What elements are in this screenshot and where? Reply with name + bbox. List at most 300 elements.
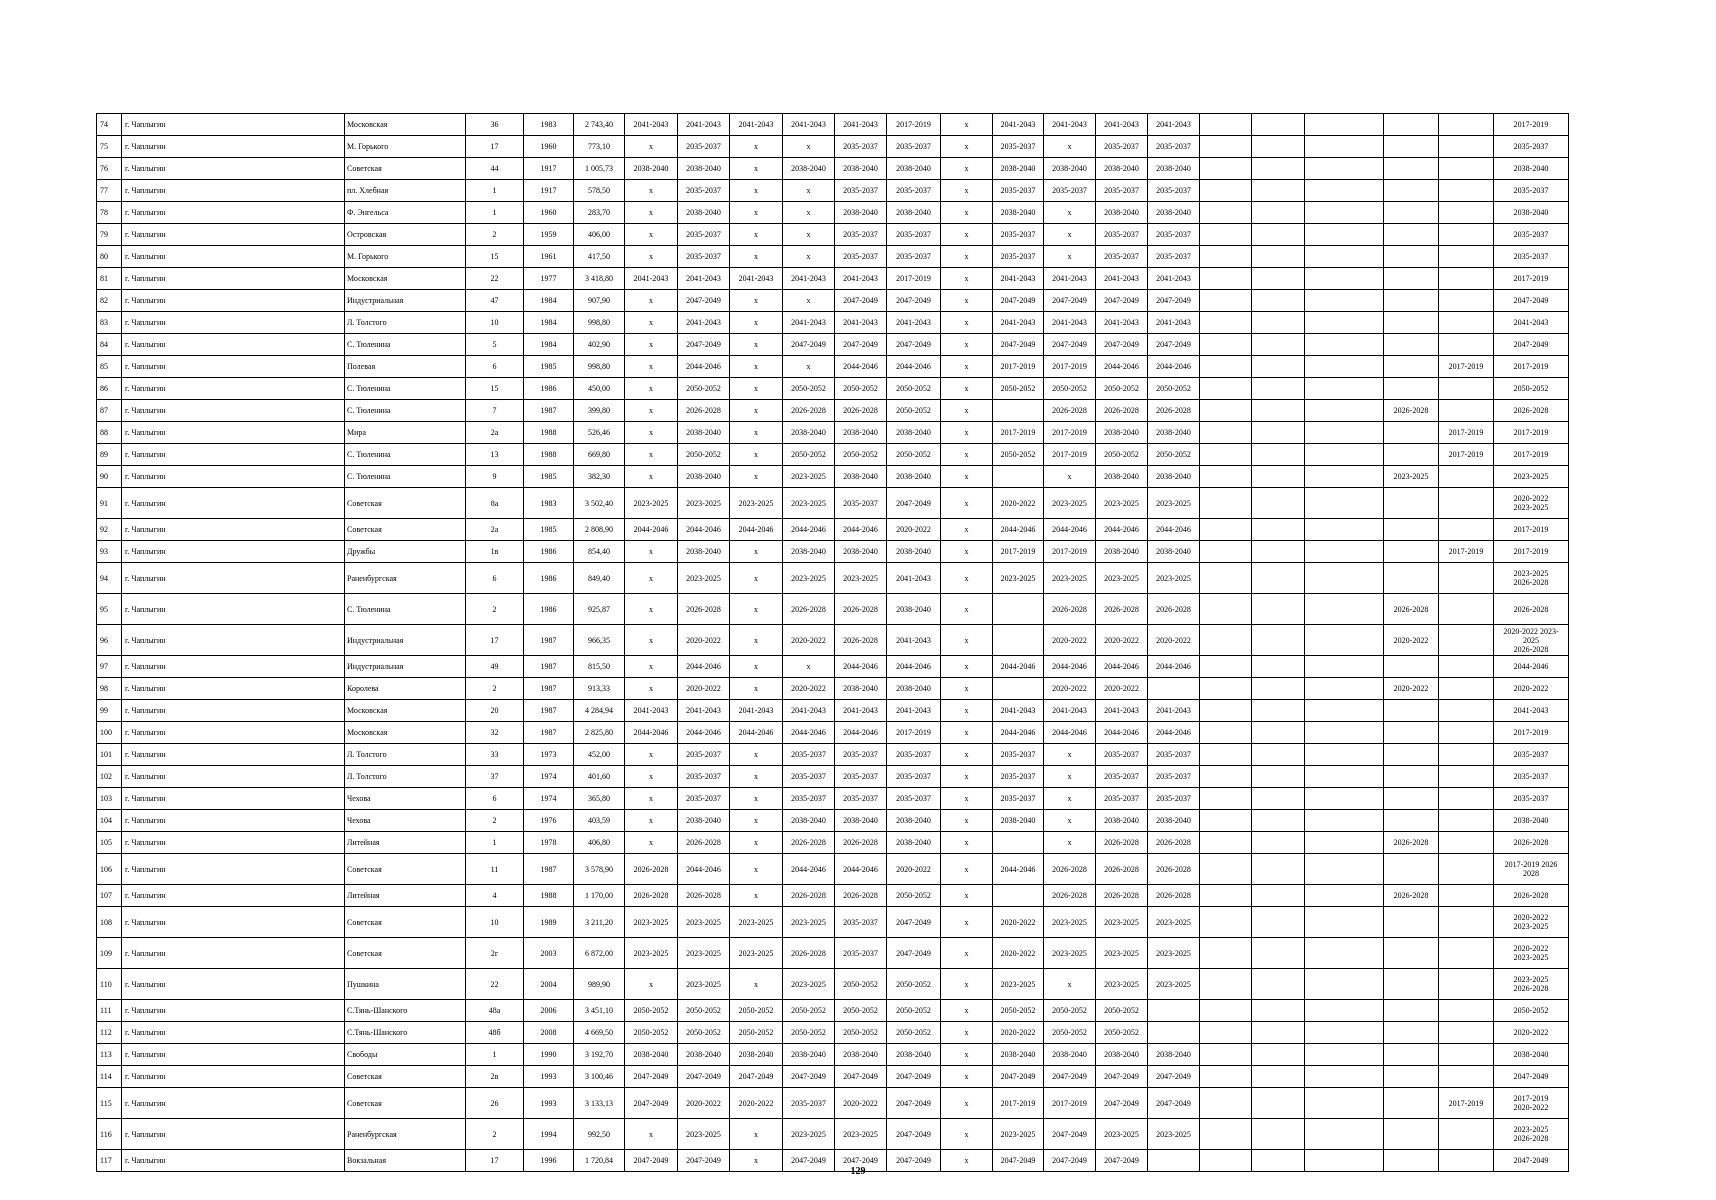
cell-work-period-13 (1252, 1022, 1305, 1044)
cell-work-period-3: х (730, 832, 783, 854)
cell-work-period-11: 2047-2049 (1148, 1088, 1200, 1119)
cell-area: 403,59 (574, 810, 625, 832)
cell-work-period-10: 2035-2037 (1096, 180, 1148, 202)
cell-not-applicable-mark: х (941, 356, 993, 378)
cell-work-period-14 (1305, 1088, 1384, 1119)
cell-work-period-14 (1305, 400, 1384, 422)
cell-work-period-10: 2041-2043 (1096, 268, 1148, 290)
cell-area: 450,00 (574, 378, 625, 400)
cell-row-number: 95 (97, 594, 122, 625)
cell-house-number: 48б (466, 1022, 524, 1044)
cell-work-period-13 (1252, 854, 1305, 885)
cell-not-applicable-mark: х (941, 907, 993, 938)
cell-work-period-12 (1200, 400, 1252, 422)
cell-work-period-15 (1384, 246, 1439, 268)
cell-work-period-16 (1439, 854, 1494, 885)
cell-work-period-13 (1252, 158, 1305, 180)
cell-work-period-16 (1439, 158, 1494, 180)
cell-work-period-15 (1384, 907, 1439, 938)
cell-work-period-12 (1200, 969, 1252, 1000)
cell-work-period-2: 2035-2037 (678, 180, 730, 202)
table-row (97, 334, 1569, 356)
cell-area: 2 825,80 (574, 722, 625, 744)
cell-work-period-2: 2044-2046 (678, 656, 730, 678)
cell-work-period-4: 2044-2046 (783, 722, 835, 744)
cell-work-period-5: 2035-2037 (835, 907, 887, 938)
cell-area: 966,35 (574, 625, 625, 656)
cell-work-period-9: 2044-2046 (1044, 656, 1096, 678)
cell-work-period-12 (1200, 656, 1252, 678)
cell-work-period-10: 2026-2028 (1096, 854, 1148, 885)
cell-work-period-11: 2038-2040 (1148, 422, 1200, 444)
table-row (97, 356, 1569, 378)
cell-not-applicable-mark: х (941, 202, 993, 224)
cell-street: Московская (345, 700, 466, 722)
cell-work-period-9: 2041-2043 (1044, 114, 1096, 136)
cell-work-period-14 (1305, 290, 1384, 312)
cell-street: Советская (345, 1088, 466, 1119)
cell-work-period-2: 2047-2049 (678, 290, 730, 312)
cell-work-period-8 (993, 625, 1044, 656)
cell-city: г. Чаплыгин (122, 400, 345, 422)
cell-work-period-4: х (783, 136, 835, 158)
cell-work-period-10: 2023-2025 (1096, 938, 1148, 969)
cell-house-number: 10 (466, 312, 524, 334)
cell-work-period-13 (1252, 400, 1305, 422)
cell-work-period-5: 2038-2040 (835, 810, 887, 832)
cell-final-period: 2017-2019 (1494, 444, 1569, 466)
cell-work-period-10: 2035-2037 (1096, 246, 1148, 268)
cell-work-period-5: 2035-2037 (835, 488, 887, 519)
cell-not-applicable-mark: х (941, 766, 993, 788)
cell-work-period-15 (1384, 114, 1439, 136)
cell-work-period-16 (1439, 1119, 1494, 1150)
cell-work-period-11: 2023-2025 (1148, 488, 1200, 519)
cell-work-period-2: 2020-2022 (678, 625, 730, 656)
cell-work-period-10: 2023-2025 (1096, 563, 1148, 594)
cell-work-period-4: 2047-2049 (783, 334, 835, 356)
cell-work-period-5: 2035-2037 (835, 938, 887, 969)
cell-work-period-3: х (730, 766, 783, 788)
cell-area: 4 284,94 (574, 700, 625, 722)
cell-city: г. Чаплыгин (122, 1000, 345, 1022)
cell-work-period-15 (1384, 202, 1439, 224)
cell-work-period-6: 2047-2049 (887, 907, 941, 938)
cell-work-period-14 (1305, 1066, 1384, 1088)
cell-work-period-12 (1200, 907, 1252, 938)
cell-work-period-5: 2050-2052 (835, 1000, 887, 1022)
cell-city: г. Чаплыгин (122, 1088, 345, 1119)
cell-work-period-4: 2050-2052 (783, 1022, 835, 1044)
cell-work-period-13 (1252, 678, 1305, 700)
cell-work-period-14 (1305, 788, 1384, 810)
cell-row-number: 90 (97, 466, 122, 488)
cell-work-period-1: 2047-2049 (625, 1150, 678, 1172)
cell-work-period-2: 2026-2028 (678, 832, 730, 854)
cell-final-period: 2035-2037 (1494, 246, 1569, 268)
cell-work-period-4: 2044-2046 (783, 519, 835, 541)
cell-work-period-9: 2017-2019 (1044, 444, 1096, 466)
cell-row-number: 103 (97, 788, 122, 810)
cell-work-period-16 (1439, 202, 1494, 224)
cell-work-period-13 (1252, 744, 1305, 766)
cell-work-period-14 (1305, 700, 1384, 722)
cell-work-period-4: 2044-2046 (783, 854, 835, 885)
cell-work-period-11: 2041-2043 (1148, 700, 1200, 722)
cell-work-period-1: х (625, 766, 678, 788)
cell-row-number: 108 (97, 907, 122, 938)
cell-street: Л. Толстого (345, 744, 466, 766)
cell-work-period-6: 2041-2043 (887, 312, 941, 334)
table-row (97, 788, 1569, 810)
cell-work-period-8: 2044-2046 (993, 519, 1044, 541)
cell-work-period-13 (1252, 466, 1305, 488)
cell-work-period-9: 2047-2049 (1044, 1150, 1096, 1172)
cell-not-applicable-mark: х (941, 594, 993, 625)
housing-repair-schedule-table (96, 113, 1569, 1172)
cell-area: 382,30 (574, 466, 625, 488)
cell-work-period-13 (1252, 312, 1305, 334)
cell-work-period-9: 2038-2040 (1044, 158, 1096, 180)
cell-work-period-9: 2038-2040 (1044, 1044, 1096, 1066)
cell-work-period-10: 2020-2022 (1096, 678, 1148, 700)
cell-year-built: 1976 (524, 810, 574, 832)
cell-work-period-12 (1200, 334, 1252, 356)
cell-work-period-6: 2035-2037 (887, 744, 941, 766)
cell-work-period-3: х (730, 378, 783, 400)
cell-work-period-9: 2026-2028 (1044, 885, 1096, 907)
cell-work-period-5: 2044-2046 (835, 656, 887, 678)
cell-work-period-1: х (625, 466, 678, 488)
cell-work-period-2: 2050-2052 (678, 1000, 730, 1022)
cell-not-applicable-mark: х (941, 290, 993, 312)
cell-final-period: 2035-2037 (1494, 788, 1569, 810)
cell-row-number: 85 (97, 356, 122, 378)
cell-work-period-14 (1305, 1044, 1384, 1066)
cell-street: М. Горького (345, 246, 466, 268)
cell-area: 365,80 (574, 788, 625, 810)
cell-final-period: 2023-2025 2026-2028 (1494, 969, 1569, 1000)
cell-area: 283,70 (574, 202, 625, 224)
table-row (97, 136, 1569, 158)
cell-not-applicable-mark: х (941, 466, 993, 488)
cell-final-period: 2050-2052 (1494, 1000, 1569, 1022)
cell-street: Литейная (345, 832, 466, 854)
cell-city: г. Чаплыгин (122, 422, 345, 444)
cell-area: 669,80 (574, 444, 625, 466)
cell-not-applicable-mark: х (941, 1119, 993, 1150)
cell-work-period-4: 2026-2028 (783, 885, 835, 907)
cell-work-period-4: 2020-2022 (783, 625, 835, 656)
cell-work-period-15: 2023-2025 (1384, 466, 1439, 488)
cell-work-period-16 (1439, 938, 1494, 969)
cell-work-period-16 (1439, 1022, 1494, 1044)
cell-row-number: 102 (97, 766, 122, 788)
cell-work-period-4: 2038-2040 (783, 422, 835, 444)
cell-work-period-6: 2038-2040 (887, 466, 941, 488)
cell-work-period-3: х (730, 356, 783, 378)
cell-work-period-12 (1200, 224, 1252, 246)
cell-area: 399,80 (574, 400, 625, 422)
cell-year-built: 1974 (524, 788, 574, 810)
cell-street: Советская (345, 488, 466, 519)
cell-work-period-12 (1200, 1066, 1252, 1088)
cell-work-period-10: 2044-2046 (1096, 722, 1148, 744)
cell-street: Московская (345, 114, 466, 136)
table-row (97, 1066, 1569, 1088)
cell-final-period: 2017-2019 (1494, 356, 1569, 378)
cell-row-number: 89 (97, 444, 122, 466)
cell-final-period: 2026-2028 (1494, 885, 1569, 907)
cell-street: М. Горького (345, 136, 466, 158)
cell-work-period-16 (1439, 312, 1494, 334)
cell-work-period-2: 2035-2037 (678, 246, 730, 268)
cell-work-period-11: 2035-2037 (1148, 136, 1200, 158)
cell-work-period-8: 2038-2040 (993, 202, 1044, 224)
cell-not-applicable-mark: х (941, 268, 993, 290)
cell-area: 4 669,50 (574, 1022, 625, 1044)
cell-house-number: 4 (466, 885, 524, 907)
table-row (97, 700, 1569, 722)
cell-city: г. Чаплыгин (122, 678, 345, 700)
cell-work-period-1: х (625, 810, 678, 832)
cell-work-period-5: 2047-2049 (835, 290, 887, 312)
table-row (97, 1022, 1569, 1044)
cell-area: 1 005,73 (574, 158, 625, 180)
cell-work-period-11: 2038-2040 (1148, 158, 1200, 180)
cell-work-period-11: 2023-2025 (1148, 563, 1200, 594)
cell-not-applicable-mark: х (941, 422, 993, 444)
cell-city: г. Чаплыгин (122, 224, 345, 246)
cell-work-period-5: 2044-2046 (835, 722, 887, 744)
table-row (97, 158, 1569, 180)
cell-work-period-10: 2023-2025 (1096, 907, 1148, 938)
cell-work-period-12 (1200, 854, 1252, 885)
cell-work-period-14 (1305, 656, 1384, 678)
cell-work-period-14 (1305, 907, 1384, 938)
cell-house-number: 48а (466, 1000, 524, 1022)
cell-work-period-14 (1305, 268, 1384, 290)
cell-work-period-11: 2023-2025 (1148, 938, 1200, 969)
cell-house-number: 13 (466, 444, 524, 466)
cell-street: Свободы (345, 1044, 466, 1066)
cell-house-number: 6 (466, 356, 524, 378)
cell-work-period-15: 2020-2022 (1384, 678, 1439, 700)
cell-work-period-2: 2035-2037 (678, 744, 730, 766)
cell-row-number: 113 (97, 1044, 122, 1066)
cell-work-period-11: 2041-2043 (1148, 114, 1200, 136)
cell-row-number: 111 (97, 1000, 122, 1022)
cell-work-period-6: 2020-2022 (887, 519, 941, 541)
cell-work-period-13 (1252, 224, 1305, 246)
table-row (97, 938, 1569, 969)
cell-work-period-10: 2041-2043 (1096, 700, 1148, 722)
cell-work-period-12 (1200, 268, 1252, 290)
cell-work-period-16 (1439, 114, 1494, 136)
cell-work-period-9: х (1044, 744, 1096, 766)
cell-work-period-4: 2050-2052 (783, 378, 835, 400)
cell-city: г. Чаплыгин (122, 969, 345, 1000)
cell-work-period-16 (1439, 378, 1494, 400)
cell-work-period-8: 2035-2037 (993, 744, 1044, 766)
cell-not-applicable-mark: х (941, 1022, 993, 1044)
cell-work-period-11: 2026-2028 (1148, 594, 1200, 625)
cell-work-period-10: 2026-2028 (1096, 885, 1148, 907)
cell-work-period-5: 2035-2037 (835, 246, 887, 268)
cell-work-period-12 (1200, 541, 1252, 563)
cell-final-period: 2038-2040 (1494, 1044, 1569, 1066)
cell-final-period: 2023-2025 2026-2028 (1494, 1119, 1569, 1150)
cell-final-period: 2050-2052 (1494, 378, 1569, 400)
cell-city: г. Чаплыгин (122, 625, 345, 656)
cell-work-period-5: 2035-2037 (835, 224, 887, 246)
cell-work-period-1: х (625, 444, 678, 466)
table-row (97, 1044, 1569, 1066)
cell-work-period-10: 2044-2046 (1096, 519, 1148, 541)
cell-year-built: 2006 (524, 1000, 574, 1022)
cell-work-period-10: 2038-2040 (1096, 202, 1148, 224)
cell-work-period-5: 2023-2025 (835, 1119, 887, 1150)
cell-work-period-2: 2041-2043 (678, 312, 730, 334)
cell-year-built: 2004 (524, 969, 574, 1000)
cell-city: г. Чаплыгин (122, 202, 345, 224)
cell-work-period-9: 2023-2025 (1044, 488, 1096, 519)
cell-area: 3 100,46 (574, 1066, 625, 1088)
cell-work-period-2: 2038-2040 (678, 810, 730, 832)
cell-work-period-4: 2047-2049 (783, 1150, 835, 1172)
cell-work-period-1: х (625, 788, 678, 810)
cell-work-period-12 (1200, 519, 1252, 541)
cell-work-period-13 (1252, 202, 1305, 224)
cell-work-period-1: 2047-2049 (625, 1066, 678, 1088)
cell-work-period-6: 2035-2037 (887, 788, 941, 810)
cell-year-built: 1988 (524, 885, 574, 907)
cell-row-number: 101 (97, 744, 122, 766)
cell-work-period-14 (1305, 885, 1384, 907)
cell-work-period-6: 2035-2037 (887, 224, 941, 246)
cell-work-period-16 (1439, 224, 1494, 246)
cell-final-period: 2023-2025 2026-2028 (1494, 563, 1569, 594)
cell-final-period: 2047-2049 (1494, 1066, 1569, 1088)
table-row (97, 1088, 1569, 1119)
cell-work-period-15 (1384, 1088, 1439, 1119)
table-row (97, 678, 1569, 700)
cell-work-period-11: 2035-2037 (1148, 766, 1200, 788)
cell-work-period-6: 2017-2019 (887, 268, 941, 290)
cell-year-built: 1989 (524, 907, 574, 938)
cell-work-period-3: 2020-2022 (730, 1088, 783, 1119)
cell-area: 3 578,90 (574, 854, 625, 885)
cell-street: С. Тюленина (345, 444, 466, 466)
cell-work-period-15 (1384, 268, 1439, 290)
cell-work-period-8: 2020-2022 (993, 488, 1044, 519)
table-row (97, 594, 1569, 625)
cell-area: 578,50 (574, 180, 625, 202)
cell-work-period-1: 2023-2025 (625, 907, 678, 938)
cell-city: г. Чаплыгин (122, 1044, 345, 1066)
cell-final-period: 2023-2025 (1494, 466, 1569, 488)
cell-street: Мира (345, 422, 466, 444)
cell-city: г. Чаплыгин (122, 854, 345, 885)
cell-work-period-4: 2023-2025 (783, 1119, 835, 1150)
cell-work-period-10: 2020-2022 (1096, 625, 1148, 656)
cell-row-number: 79 (97, 224, 122, 246)
cell-house-number: 10 (466, 907, 524, 938)
cell-work-period-13 (1252, 656, 1305, 678)
cell-work-period-1: 2038-2040 (625, 1044, 678, 1066)
cell-house-number: 9 (466, 466, 524, 488)
cell-work-period-6: 2038-2040 (887, 422, 941, 444)
cell-work-period-8: 2035-2037 (993, 224, 1044, 246)
cell-work-period-2: 2038-2040 (678, 422, 730, 444)
cell-work-period-13 (1252, 488, 1305, 519)
cell-not-applicable-mark: х (941, 722, 993, 744)
cell-work-period-15 (1384, 422, 1439, 444)
cell-not-applicable-mark: х (941, 378, 993, 400)
cell-work-period-10: 2026-2028 (1096, 400, 1148, 422)
cell-final-period: 2026-2028 (1494, 832, 1569, 854)
cell-work-period-5: 2044-2046 (835, 854, 887, 885)
cell-work-period-9: 2047-2049 (1044, 334, 1096, 356)
cell-work-period-13 (1252, 422, 1305, 444)
cell-final-period: 2041-2043 (1494, 312, 1569, 334)
cell-work-period-9: 2047-2049 (1044, 1119, 1096, 1150)
cell-work-period-9: 2026-2028 (1044, 594, 1096, 625)
cell-work-period-14 (1305, 136, 1384, 158)
cell-work-period-3: 2023-2025 (730, 907, 783, 938)
cell-work-period-12 (1200, 678, 1252, 700)
cell-work-period-15 (1384, 444, 1439, 466)
cell-work-period-5: 2041-2043 (835, 114, 887, 136)
cell-work-period-11: 2026-2028 (1148, 885, 1200, 907)
cell-work-period-12 (1200, 810, 1252, 832)
cell-work-period-13 (1252, 114, 1305, 136)
cell-work-period-4: 2023-2025 (783, 488, 835, 519)
cell-work-period-11: 2023-2025 (1148, 969, 1200, 1000)
cell-work-period-5: 2041-2043 (835, 700, 887, 722)
cell-work-period-13 (1252, 625, 1305, 656)
cell-row-number: 106 (97, 854, 122, 885)
cell-street: Советская (345, 158, 466, 180)
cell-house-number: 11 (466, 854, 524, 885)
cell-city: г. Чаплыгин (122, 444, 345, 466)
cell-year-built: 2008 (524, 1022, 574, 1044)
cell-work-period-1: х (625, 563, 678, 594)
cell-work-period-3: х (730, 563, 783, 594)
cell-work-period-11 (1148, 1000, 1200, 1022)
cell-work-period-1: х (625, 422, 678, 444)
cell-work-period-3: х (730, 466, 783, 488)
cell-final-period: 2017-2019 (1494, 541, 1569, 563)
cell-year-built: 1917 (524, 180, 574, 202)
cell-work-period-13 (1252, 268, 1305, 290)
cell-work-period-2: 2047-2049 (678, 1150, 730, 1172)
cell-city: г. Чаплыгин (122, 766, 345, 788)
cell-work-period-8: 2038-2040 (993, 1044, 1044, 1066)
cell-house-number: 44 (466, 158, 524, 180)
cell-work-period-15 (1384, 519, 1439, 541)
table-row (97, 563, 1569, 594)
cell-work-period-1: х (625, 356, 678, 378)
cell-year-built: 1974 (524, 766, 574, 788)
cell-work-period-12 (1200, 722, 1252, 744)
cell-work-period-15: 2026-2028 (1384, 400, 1439, 422)
cell-work-period-5: 2050-2052 (835, 969, 887, 1000)
cell-work-period-5: 2038-2040 (835, 678, 887, 700)
cell-work-period-10: 2035-2037 (1096, 136, 1148, 158)
cell-work-period-16 (1439, 656, 1494, 678)
cell-work-period-3: х (730, 400, 783, 422)
